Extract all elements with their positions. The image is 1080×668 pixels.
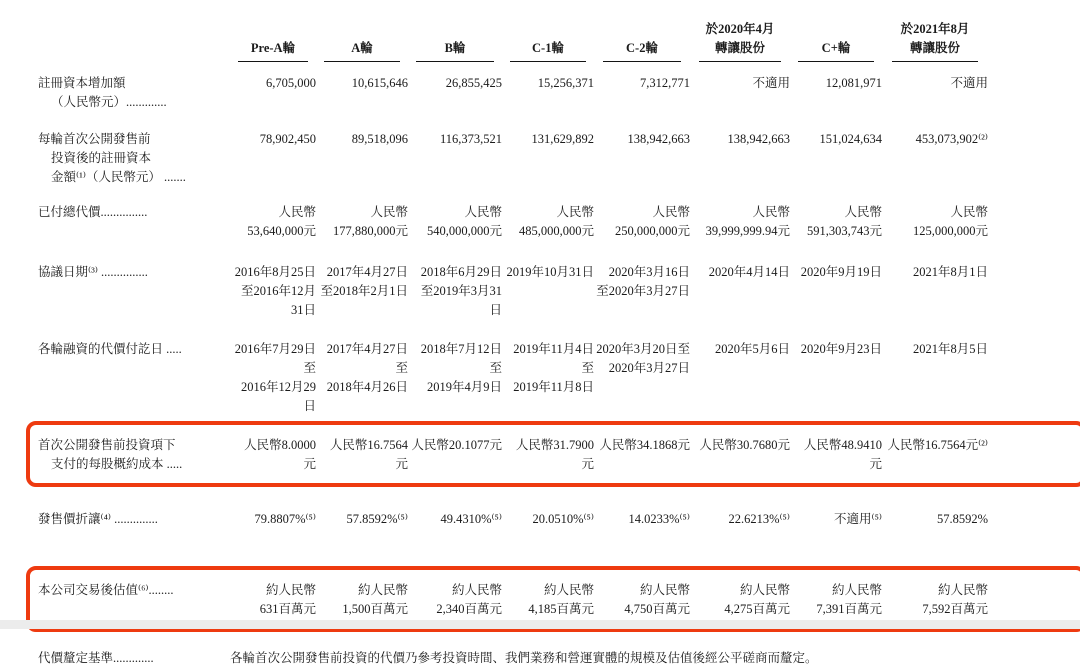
- column-header-label: C+輪: [821, 41, 851, 55]
- table-cell: 不適用: [950, 76, 988, 90]
- header-underline: [892, 61, 979, 62]
- column-header: [690, 20, 790, 62]
- table-cell: 2017年4月27日至 2018年4月26日: [326, 342, 408, 394]
- table-cell: 人民幣16.7564元⁽²⁾: [887, 438, 988, 452]
- column-header-label: 於2020年4月 轉讓股份: [705, 22, 775, 55]
- table-cell: 89,518,096: [351, 132, 408, 146]
- table-cell: 2020年9月19日: [800, 265, 882, 279]
- table-cell: 10,615,646: [351, 76, 408, 90]
- table-cell: 6,705,000: [266, 76, 316, 90]
- column-header-label: Pre-A輪: [250, 41, 296, 55]
- header-underline: [699, 61, 781, 62]
- table-row: [38, 130, 1080, 187]
- table-cell: 138,942,663: [627, 132, 690, 146]
- table-cell: 人民幣34.1868元: [599, 438, 690, 452]
- row-label: 每輪首次公開發售前 投資後的註冊資本 金額⁽¹⁾（人民幣元） .......: [38, 132, 186, 184]
- consideration-basis-text: 各輪首次公開發售前投資的代價乃參考投資時間、我們業務和營運實體的規模及估值後經公平磋商而釐定。: [230, 651, 818, 665]
- table-cell: 453,073,902⁽²⁾: [915, 132, 988, 146]
- header-underline: [416, 61, 493, 62]
- header-underline: [324, 61, 399, 62]
- column-header: [502, 39, 594, 62]
- table-cell: 約人民幣 631百萬元: [259, 583, 316, 616]
- table-cell: 2018年7月12日至 2019年4月9日: [420, 342, 502, 394]
- table-cell: 約人民幣 4,275百萬元: [724, 583, 790, 616]
- table-cell: 人民幣 485,000,000元: [518, 205, 594, 238]
- table-cell: 2020年3月20日至 2020年3月27日: [596, 342, 690, 375]
- table-cell: 人民幣 53,640,000元: [247, 205, 316, 238]
- table-row: [38, 263, 1080, 320]
- table-row: [38, 74, 1080, 112]
- table-cell: 人民幣8.0000元: [244, 438, 316, 471]
- table-cell: 人民幣 540,000,000元: [426, 205, 502, 238]
- table-cell: 人民幣30.7680元: [699, 438, 790, 452]
- table-row: [38, 203, 1080, 241]
- table-cell: 2021年8月1日: [912, 265, 988, 279]
- table-cell: 人民幣 250,000,000元: [614, 205, 690, 238]
- table-cell: 人民幣16.7564元: [329, 438, 408, 471]
- row-label: 本公司交易後估值⁽⁶⁾........: [38, 583, 174, 597]
- table-cell: 不適用: [752, 76, 790, 90]
- column-header: [316, 39, 408, 62]
- table-cell: 約人民幣 7,592百萬元: [922, 583, 988, 616]
- table-cell: 78,902,450: [259, 132, 316, 146]
- table-row: [38, 340, 1080, 416]
- table-cell: 人民幣 39,999,999.94元: [705, 205, 790, 238]
- table-cell: 約人民幣 4,750百萬元: [624, 583, 690, 616]
- table-cell: 20.0510%⁽⁵⁾: [532, 512, 594, 526]
- table-cell: 7,312,771: [640, 76, 690, 90]
- table-cell: 人民幣31.7900元: [515, 438, 594, 471]
- table-cell: 116,373,521: [439, 132, 502, 146]
- table-cell: 57.8592%: [936, 512, 988, 526]
- table-cell: 約人民幣 4,185百萬元: [528, 583, 594, 616]
- table-cell: 12,081,971: [825, 76, 882, 90]
- row-label: 協議日期⁽³⁾ ...............: [38, 265, 148, 279]
- row-label: 已付總代價...............: [38, 205, 148, 219]
- table-cell: 約人民幣 2,340百萬元: [436, 583, 502, 616]
- table-cell: 79.8807%⁽⁵⁾: [254, 512, 316, 526]
- table-cell: 人民幣 177,880,000元: [332, 205, 408, 238]
- table-cell: 約人民幣 7,391百萬元: [816, 583, 882, 616]
- table-header-row: [38, 20, 1080, 62]
- table-cell: 2018年6月29日 至2019年3月31日: [420, 265, 502, 317]
- consideration-basis-row: [38, 649, 1080, 668]
- page-bottom-edge: [0, 620, 1080, 629]
- table-cell: 2020年4月14日: [708, 265, 790, 279]
- table-row: [38, 581, 1080, 619]
- row-label: 代價釐定基準.............: [38, 651, 154, 665]
- table-cell: 人民幣 591,303,743元: [806, 205, 882, 238]
- row-label: 註冊資本增加額 （人民幣元）.............: [38, 76, 167, 109]
- table-cell: 15,256,371: [537, 76, 594, 90]
- table-cell: 2020年9月23日: [800, 342, 882, 356]
- table-cell: 151,024,634: [819, 132, 882, 146]
- column-header: [230, 39, 316, 62]
- table-cell: 2017年4月27日 至2018年2月1日: [320, 265, 408, 298]
- column-header-label: A輪: [351, 41, 373, 55]
- table-cell: 2020年3月16日 至2020年3月27日: [596, 265, 690, 298]
- table-cell: 57.8592%⁽⁵⁾: [346, 512, 408, 526]
- column-header-label: C-2輪: [626, 41, 658, 55]
- table-cell: 人民幣48.9410元: [803, 438, 882, 471]
- column-header: [594, 39, 690, 62]
- table-cell: 138,942,663: [727, 132, 790, 146]
- table-cell: 人民幣 125,000,000元: [912, 205, 988, 238]
- column-header: [408, 39, 502, 62]
- table-cell: 2021年8月5日: [912, 342, 988, 356]
- header-underline: [798, 61, 873, 62]
- column-header: [882, 20, 988, 62]
- table-cell: 2019年11月4日至 2019年11月8日: [513, 342, 594, 394]
- table-row: [38, 510, 1080, 529]
- table-cell: 2020年5月6日: [714, 342, 790, 356]
- table-cell: 不適用⁽⁵⁾: [834, 512, 882, 526]
- column-header-label: 於2021年8月 轉讓股份: [900, 22, 970, 55]
- header-underline: [238, 61, 309, 62]
- column-header-label: B輪: [444, 41, 466, 55]
- row-label: 各輪融資的代價付訖日 .....: [38, 342, 182, 356]
- table-cell: 2016年8月25日 至2016年12月31日: [234, 265, 316, 317]
- table-cell: 131,629,892: [531, 132, 594, 146]
- column-header-label: C-1輪: [532, 41, 564, 55]
- table-cell: 49.4310%⁽⁵⁾: [440, 512, 502, 526]
- table-cell: 26,855,425: [445, 76, 502, 90]
- table-row: [38, 436, 1080, 474]
- table-cell: 約人民幣 1,500百萬元: [342, 583, 408, 616]
- table-cell: 14.0233%⁽⁵⁾: [628, 512, 690, 526]
- table-cell: 22.6213%⁽⁵⁾: [728, 512, 790, 526]
- header-underline: [510, 61, 585, 62]
- table-body: [38, 74, 1080, 619]
- table-cell: 2016年7月29日至 2016年12月29日: [234, 342, 316, 413]
- row-label: 發售價折讓⁽⁴⁾ ..............: [38, 512, 158, 526]
- row-label: 首次公開發售前投資項下 支付的每股概約成本 .....: [38, 438, 183, 471]
- table-cell: 人民幣20.1077元: [411, 438, 502, 452]
- table-cell: 2019年10月31日: [506, 265, 594, 279]
- column-header: [790, 39, 882, 62]
- header-underline: [603, 61, 682, 62]
